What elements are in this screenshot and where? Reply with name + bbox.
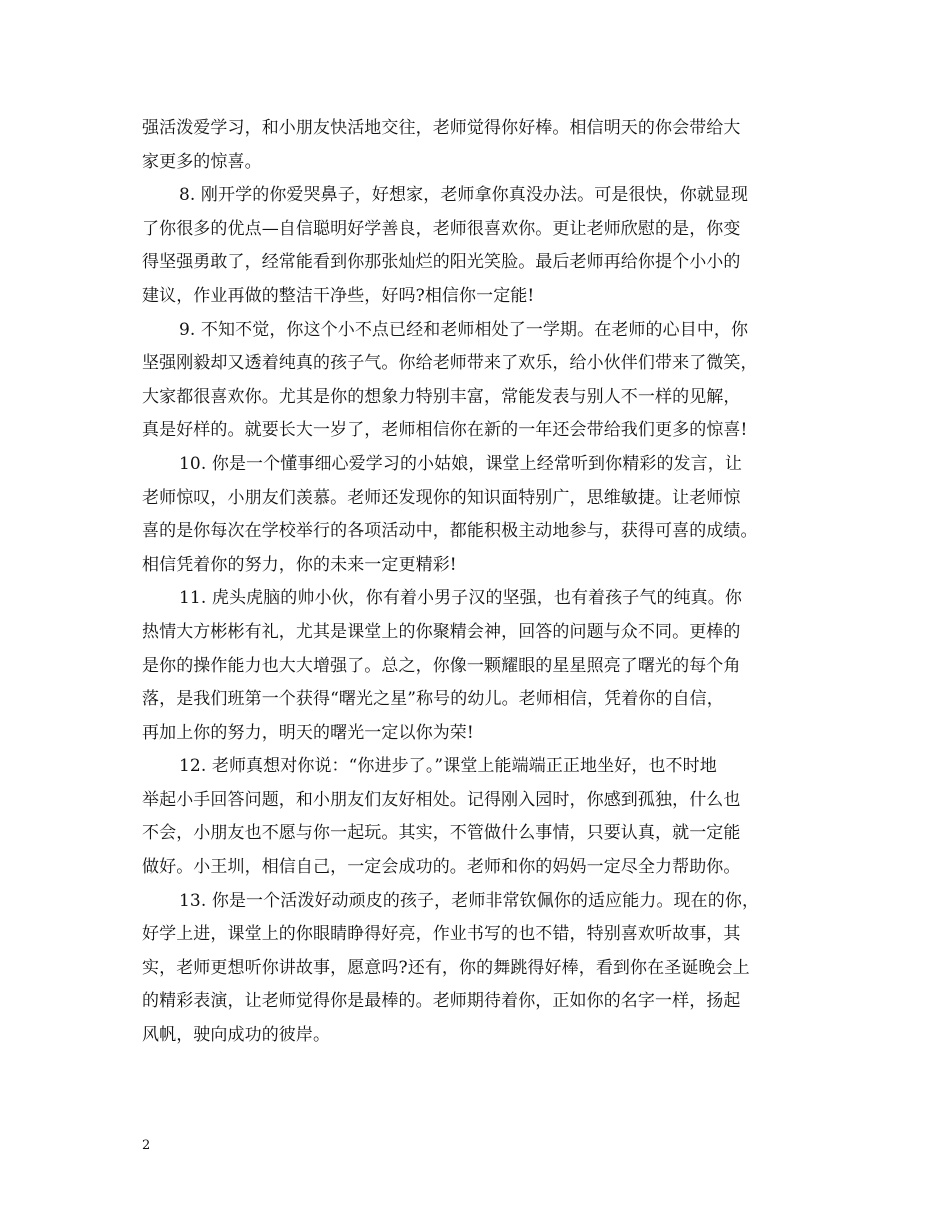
text-line: 13. 你是一个活泼好动顽皮的孩子，老师非常钦佩你的适应能力。现在的你，: [179, 890, 760, 911]
paragraph-item-10: [142, 448, 822, 582]
text-line: 再加上你的努力，明天的曙光一定以你为荣!: [142, 722, 474, 743]
text-line: 老师惊叹，小朋友们羡慕。老师还发现你的知识面特别广，思维敏捷。让老师惊: [142, 487, 741, 508]
text-line: 家更多的惊喜。: [142, 151, 262, 172]
text-line: 得坚强勇敢了，经常能看到你那张灿烂的阳光笑脸。最后老师再给你提个小小的: [142, 252, 741, 273]
text-line: 的精彩表演，让老师觉得你是最棒的。老师期待着你，正如你的名字一样，扬起: [142, 991, 741, 1012]
text-line: 坚强刚毅却又透着纯真的孩子气。你给老师带来了欢乐，给小伙伴们带来了微笑，: [142, 353, 758, 374]
paragraph-continued: [142, 112, 822, 179]
document-body: [142, 112, 822, 1053]
text-line: 大家都很喜欢你。尤其是你的想象力特别丰富，常能发表与别人不一样的见解，: [142, 386, 741, 407]
paragraph-item-13: [142, 885, 822, 1053]
paragraph-item-11: [142, 582, 822, 750]
text-line: 强活泼爱学习，和小朋友快活地交往，老师觉得你好棒。相信明天的你会带给大: [142, 118, 741, 138]
text-line: 落，是我们班第一个获得“曙光之星”称号的幼儿。老师相信，凭着你的自信，: [142, 689, 724, 710]
text-line: 做好。小王圳，相信自己，一定会成功的。老师和你的妈妈一定尽全力帮助你。: [142, 857, 741, 878]
paragraph-item-8: [142, 179, 822, 313]
text-line: 8. 刚开学的你爱哭鼻子，好想家，老师拿你真没办法。可是很快，你就显现: [179, 185, 749, 206]
text-line: 11. 虎头虎脑的帅小伙，你有着小男子汉的坚强，也有着孩子气的纯真。你: [179, 588, 742, 609]
text-line: 建议，作业再做的整洁干净些，好吗?相信你一定能!: [142, 285, 535, 306]
text-line: 真是好样的。就要长大一岁了，老师相信你在新的一年还会带给我们更多的惊喜!: [142, 420, 748, 441]
text-line: 热情大方彬彬有礼，尤其是课堂上的你聚精会神，回答的问题与众不同。更棒的: [142, 621, 741, 642]
text-line: 了你很多的优点—自信聪明好学善良，老师很喜欢你。更让老师欣慰的是，你变: [142, 218, 741, 239]
text-line: 不会，小朋友也不愿与你一起玩。其实，不管做什么事情，只要认真，就一定能: [142, 823, 741, 844]
text-line: 风帆，驶向成功的彼岸。: [142, 1025, 331, 1046]
paragraph-item-12: [142, 750, 822, 884]
text-line: 好学上进，课堂上的你眼睛睁得好亮，作业书写的也不错，特别喜欢听故事，其: [142, 924, 741, 945]
page-number: 2: [142, 1138, 151, 1153]
paragraph-item-9: [142, 314, 822, 448]
text-line: 是你的操作能力也大大增强了。总之，你像一颗耀眼的星星照亮了曙光的每个角: [142, 655, 741, 676]
text-line: 实，老师更想听你讲故事，愿意吗?还有，你的舞跳得好棒，看到你在圣诞晚会上: [142, 957, 750, 978]
text-line: 12. 老师真想对你说：“你进步了。”课堂上能端端正正地坐好，也不时地: [179, 756, 717, 777]
text-line: 10. 你是一个懂事细心爱学习的小姑娘，课堂上经常听到你精彩的发言，让: [179, 453, 742, 474]
text-line: 喜的是你每次在学校举行的各项活动中，都能积极主动地参与，获得可喜的成绩。: [142, 521, 758, 542]
text-line: 相信凭着你的努力，你的未来一定更精彩!: [142, 554, 457, 575]
text-line: 举起小手回答问题，和小朋友们友好相处。记得刚入园时，你感到孤独，什么也: [142, 789, 741, 810]
text-line: 9. 不知不觉，你这个小不点已经和老师相处了一学期。在老师的心目中，你: [179, 319, 749, 340]
